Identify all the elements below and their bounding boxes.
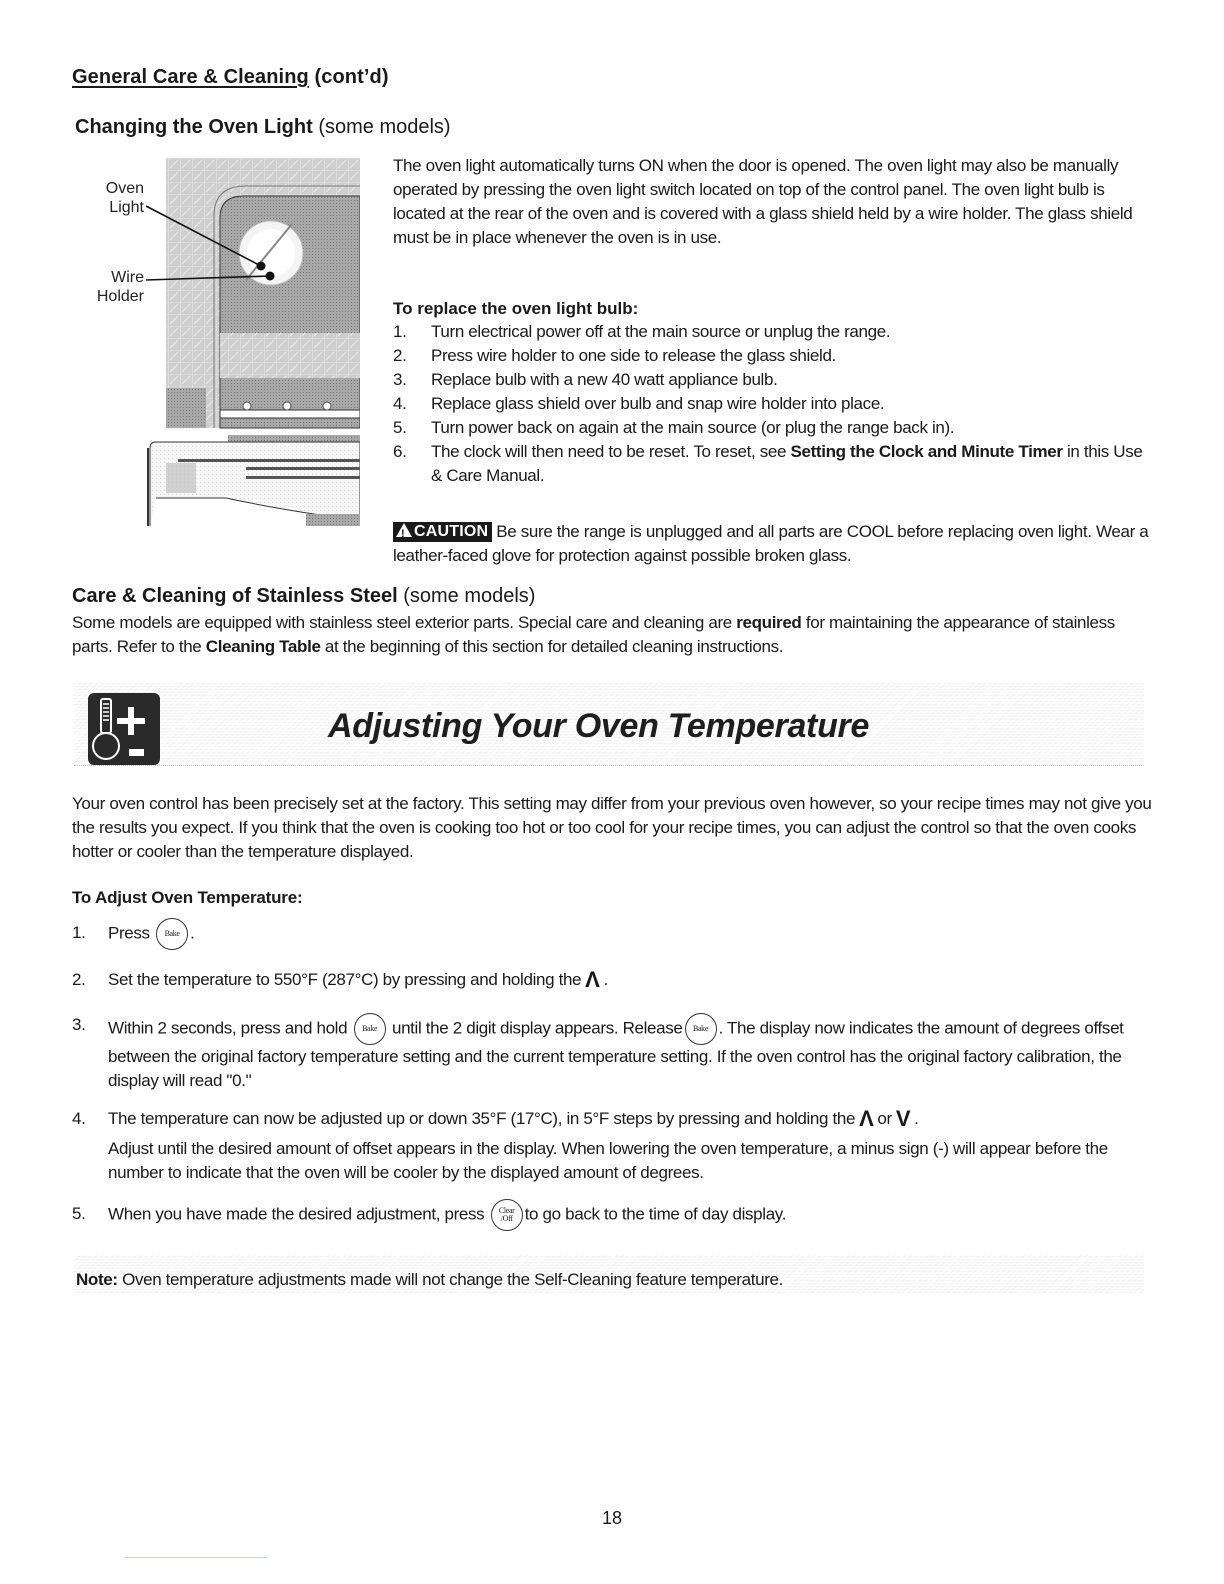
- bake-button-icon: [354, 1013, 386, 1045]
- figure-label-oven-light: [86, 179, 144, 217]
- step-text: Within 2 seconds, press and hold: [108, 1018, 348, 1038]
- step-text: to go back to the time of day display.: [524, 1204, 787, 1224]
- step-number: 2.: [393, 346, 407, 365]
- stainless-text-part: Some models are equipped with stainless steel exterior parts. Special care and cleaning are: [72, 613, 737, 632]
- step-number: 2.: [72, 970, 86, 989]
- cleaning-table-reference: Cleaning Table: [205, 637, 321, 656]
- step-text: When you have made the desired adjustment, press: [108, 1204, 485, 1224]
- bake-button-icon: [156, 918, 188, 950]
- caution-badge: [393, 522, 492, 542]
- section-title-main: General Care & Cleaning: [72, 66, 309, 88]
- oven-light-heading-suffix: (some models): [312, 116, 451, 138]
- step-number: 1.: [72, 923, 86, 943]
- adjust-step-4: [72, 1107, 1152, 1185]
- up-arrow-icon: Λ: [585, 967, 600, 992]
- bake-button-icon: [685, 1013, 717, 1045]
- step-reference-bold: Setting the Clock and Minute Timer: [790, 442, 1063, 461]
- adjust-step-1: [72, 918, 1152, 950]
- step-number: 5.: [393, 418, 407, 437]
- step-text: .: [603, 970, 608, 989]
- step-number: 6.: [393, 442, 407, 461]
- stainless-text-part: at the beginning of this section for detailed cleaning instructions.: [320, 637, 784, 656]
- list-item: [393, 320, 1153, 344]
- step-text: The temperature can now be adjusted up or down 35°F (17°C), in 5°F steps by pressing and holding the: [108, 1109, 856, 1128]
- oven-light-figure: [96, 158, 360, 526]
- oven-light-heading: [75, 116, 451, 139]
- clear-off-label: Clear: [498, 1206, 515, 1215]
- banner-title: Adjusting Your Oven Temperature: [328, 707, 870, 745]
- down-arrow-icon: V: [895, 1106, 911, 1131]
- step-number: 4.: [72, 1109, 86, 1128]
- bake-button-label: Bake: [164, 929, 180, 938]
- section-title-suffix: (cont’d): [308, 66, 389, 88]
- adjust-intro: Your oven control has been precisely set at the factory. This setting may differ from your previous oven however, so your recipe times may not give you the results you expect. If you think that the oven is cooking too hot or too cool for your recipe times, you can adjust the control so that the oven cooks hotter or cooler than the temperature displayed.: [72, 794, 1152, 861]
- adjust-step-3: [72, 1013, 1152, 1093]
- step-text: Turn power back on again at the main source (or plug the range back in).: [431, 418, 955, 437]
- figure-label-line: Light: [109, 199, 144, 216]
- step-text: Set the temperature to 550°F (287°C) by pressing and holding the: [108, 970, 582, 989]
- list-item: [393, 416, 1153, 440]
- replace-bulb-heading: To replace the oven light bulb:: [393, 299, 639, 318]
- step-text: or: [877, 1109, 892, 1128]
- figure-label-wire-holder: [86, 268, 144, 306]
- section-title: [72, 66, 389, 89]
- stainless-heading-bold: Care & Cleaning of Stainless Steel: [72, 585, 398, 607]
- stainless-heading: [72, 585, 535, 608]
- caution-notice: [393, 520, 1153, 568]
- step-number: 3.: [393, 370, 407, 389]
- up-arrow-icon: Λ: [859, 1106, 874, 1131]
- step-text: Press: [108, 923, 150, 943]
- list-item: [393, 344, 1153, 368]
- adjust-step-5: [72, 1199, 1152, 1231]
- stainless-text-bold: required: [736, 613, 802, 632]
- step-text: in this Use & Care Manual.: [431, 442, 1143, 485]
- page-number: 18: [601, 1508, 623, 1528]
- step-text: Replace glass shield over bulb and snap wire holder into place.: [431, 394, 885, 413]
- step-number: 3.: [72, 1015, 86, 1034]
- note-box: [74, 1255, 1144, 1293]
- step-text: . The display now indicates the amount of degrees offset between the original factory temperature setting and the current temperature setting. If the oven control has the original factory calibration, the display will read "0.": [108, 1018, 1124, 1090]
- step-text: .: [190, 923, 195, 943]
- step-text: Adjust until the desired amount of offset appears in the display. When lowering the oven temperature, a minus sign (-) will appear before the number to indicate that the oven will be cooler by the displayed amount of degrees.: [108, 1139, 1108, 1182]
- oven-light-intro: The oven light automatically turns ON when the door is opened. The oven light may also be manually operated by pressing the oven light switch located on top of the control panel. The oven light bulb is located at the rear of the oven and is covered with a glass shield held by a wire holder. The glass shield must be in place whenever the oven is in use.: [393, 156, 1133, 247]
- oven-light-heading-bold: Changing the Oven Light: [75, 116, 313, 138]
- step-text: .: [914, 1109, 919, 1128]
- caution-text: Be sure the range is unplugged and all parts are COOL before replacing oven light. Wear a leather-faced glove for protection against possible broken glass.: [393, 522, 1149, 565]
- step-text: The clock will then need to be reset. To reset, see: [431, 442, 791, 461]
- step-text: Replace bulb with a new 40 watt appliance bulb.: [431, 370, 778, 389]
- adjust-step-2: [72, 968, 1152, 992]
- clear-off-label: /Off: [500, 1214, 513, 1223]
- figure-label-line: Oven: [105, 180, 144, 197]
- list-item: [393, 368, 1153, 392]
- warning-triangle-icon: [396, 523, 412, 537]
- thermometer-plus-minus-icon: [88, 693, 160, 765]
- step-text: until the 2 digit display appears. Release: [391, 1018, 683, 1038]
- clear-off-button-icon: [491, 1199, 523, 1231]
- list-item: [393, 440, 1153, 488]
- step-number: 1.: [393, 322, 407, 341]
- bake-button-label: Bake: [692, 1024, 709, 1033]
- stainless-heading-suffix: (some models): [397, 585, 536, 607]
- adjust-steps-heading: To Adjust Oven Temperature:: [72, 888, 303, 907]
- stainless-text-part: for maintaining the appearance of stainless parts. Refer to the: [72, 613, 1115, 656]
- note-label: Note:: [76, 1270, 118, 1289]
- caution-badge-label: CAUTION: [414, 523, 489, 540]
- footer-divider: [125, 1557, 267, 1558]
- stainless-text: [72, 611, 1152, 659]
- bake-button-label: Bake: [362, 1024, 378, 1033]
- step-number: 4.: [393, 394, 407, 413]
- note-body: Oven temperature adjustments made will not change the Self-Cleaning feature temperature.: [117, 1270, 783, 1289]
- adjust-temperature-banner: [74, 683, 1144, 766]
- replace-bulb-steps: [393, 320, 1153, 488]
- figure-label-line: Wire: [111, 269, 144, 286]
- note-text: [76, 1268, 783, 1292]
- figure-label-line: Holder: [96, 288, 144, 305]
- list-item: [393, 392, 1153, 416]
- step-number: 5.: [72, 1204, 86, 1224]
- step-text: Press wire holder to one side to release the glass shield.: [431, 346, 836, 365]
- step-text: Turn electrical power off at the main source or unplug the range.: [431, 322, 891, 341]
